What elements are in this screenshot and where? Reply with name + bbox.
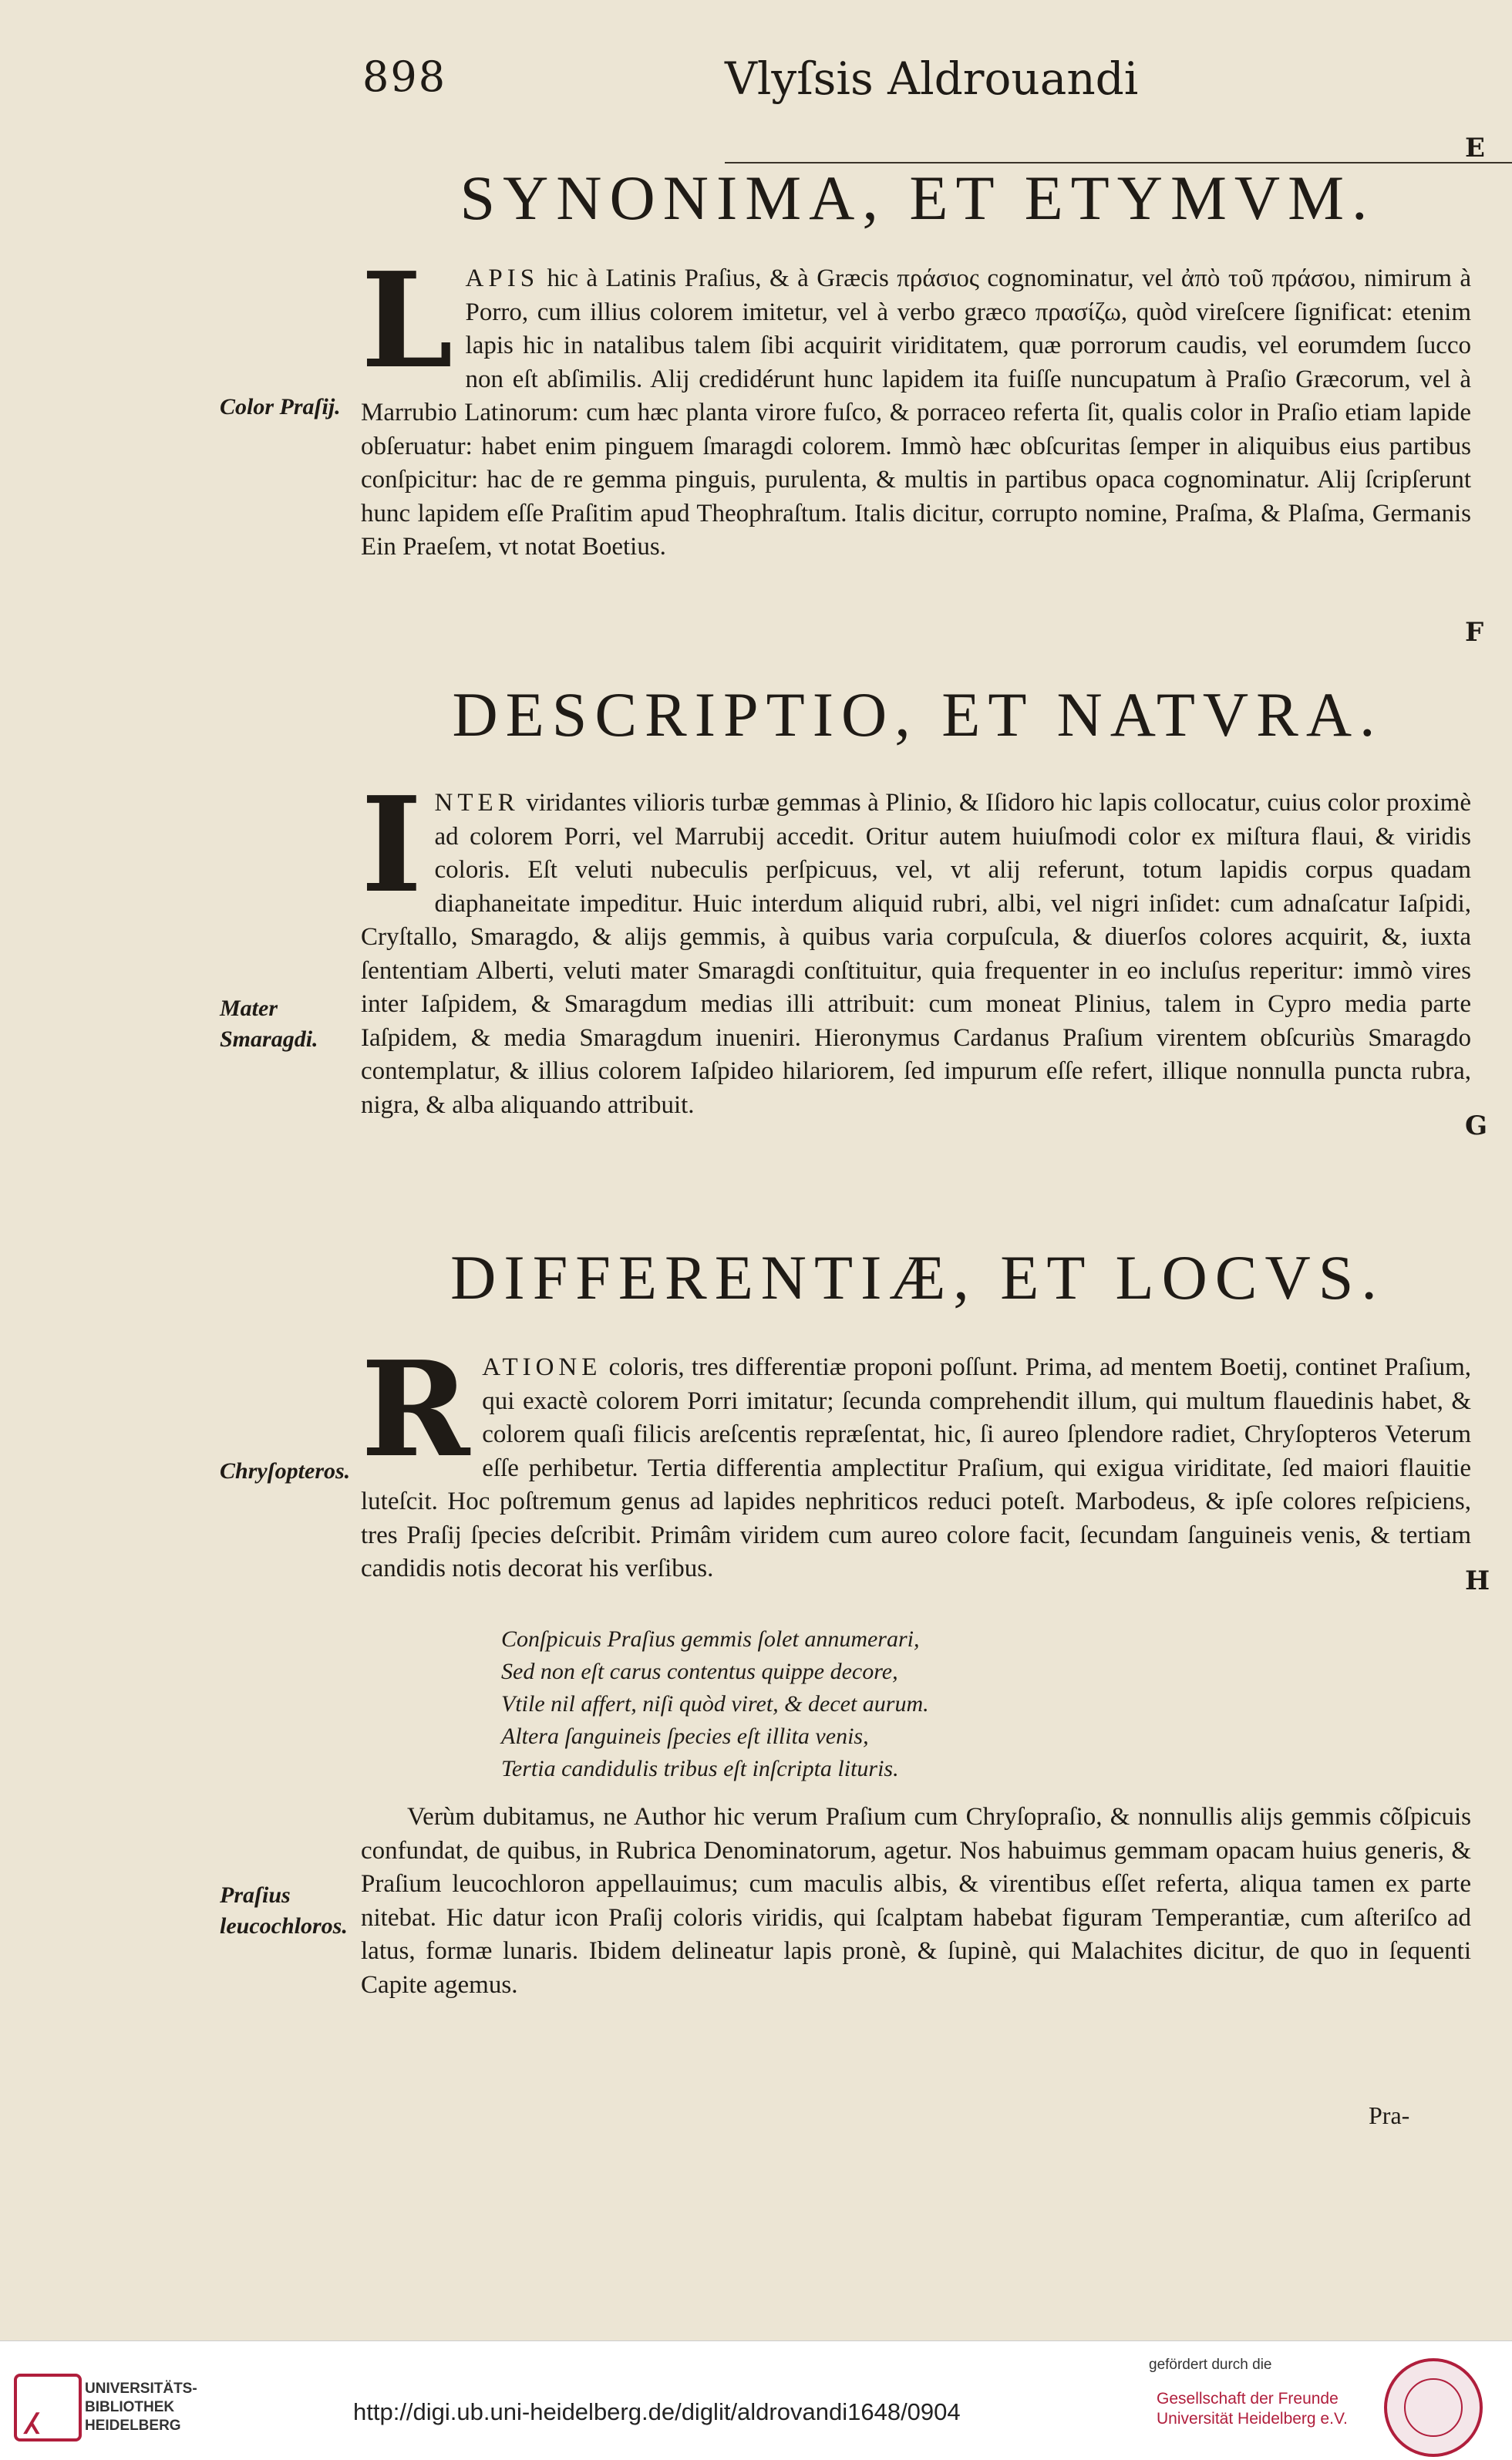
signature-mark: F [1465, 617, 1484, 648]
university-seal-icon [1384, 2358, 1483, 2457]
drop-cap: I [361, 768, 423, 922]
paragraph-text: coloris, tres differentiæ proponi poſſunt. Prima, ad mentem Boetij, continet Praſium, qui exactè colorem Porri imitatur; ſecunda comprehendit illum, qui multum flauedinis habet, & colorem quaſi filicis areſcentis repræſentat, hic, ſi aureo ſplendore radiet, Chryſopteros Veterum eſſe perhibetur. Tertia differentia amplectitur Praſium, qui exigua viriditate, ſed maiori flauitie luteſcit. Hoc poſtremum genus ad lapides nephriticos reduci poteſt. Marbodeus, & ipſe colores reſpiciens, tres Praſij ſpecies deſcribit. Primâm viridem cum aureo colore facit, ſecundam ſanguineis venis, & tertiam candidis notis decorat his verſibus. [361, 1353, 1471, 1582]
verse-line: Tertia candidulis tribus eſt inſcripta lituris. [501, 1756, 899, 1781]
paragraph-differentiae [361, 1333, 1471, 1586]
margin-note: Mater Smaragdi. [220, 996, 318, 1052]
drop-cap: L [361, 244, 453, 398]
margin-note: Color Praſij. [220, 394, 341, 420]
lead-word: NTER [434, 789, 520, 817]
sponsor-label: gefördert durch die [1149, 2357, 1272, 2373]
drop-cap: R [361, 1333, 470, 1487]
section-title: DESCRIPTIO, ET NATVRA. [452, 679, 1383, 750]
paragraph-final: Verùm dubitamus, ne Author hic verum Praſium cum Chryſopraſio, & nonnullis alijs gemmis cõſpicuis confundat, de quibus, in Rubrica Denominatorum, agetur. Nos habuimus gemmam opacam huius generis, & Praſium leucochloron appellauimus; cum maculis albis, & virentibus eſſet referta, aliqua tamen ex parte nitebat. Hic datur icon Praſij coloris viridis, qui ſcalptam habebat figuram Temperantiæ, cum aſteriſco ad latus, formæ lunaris. Ibidem delineatur lapis pronè, & ſupinè, qui Malachites dicitur, de quo in ſequenti Capite agemus. [361, 1803, 1471, 1999]
lead-word: APIS [465, 265, 540, 292]
institution-name: UNIVERSITÄTS- BIBLIOTHEK HEIDELBERG [85, 2381, 197, 2434]
lead-word: ATIONE [482, 1353, 602, 1381]
section-title: DIFFERENTIÆ, ET LOCVS. [450, 1242, 1385, 1313]
margin-note: Praſius leucochloros. [220, 1882, 348, 1939]
signature-mark: E [1465, 133, 1485, 163]
verse-line: Sed non eſt carus contentus quippe decore, [501, 1659, 898, 1684]
paragraph-text: viridantes vilioris turbæ gemmas à Plinio, & Iſidoro hic lapis collocatur, cuius color proximè ad colorem Porri, vel Marrubij accedit. Oritur autem huiuſmodi color ex miſtura flaui, & viridis coloris. Eſt veluti nubeculis perſpicuus, vel, vt alij referunt, totum lapidis corpus quadam diaphaneitate impeditur. Huic interdum aliquid rubri, albi, vel nigri inſidet: cum adnaſcatur Iaſpidi, Cryſtallo, Smaragdo, & alijs gemmis, à quibus varia corpuſcula, & diuerſos colores acquirit, &, iuxta ſententiam Alberti, veluti mater Smaragdi conſtituitur, quia frequenter in eo incluſus reperitur: immò vires inter Iaſpidem, & Smaragdum medias illi attribuit: cum moneat Plinius, talem in Cypro media parte Iaſpidem, & media Smaragdum inueniri. Hieronymus Cardanus Praſium virentem obſcuriùs Smaragdo contemplatur, & illius colorem Iaſpideo hilariorem, ſed impurum eſſe refert, illique nonnulla puncta rubra, nigra, & alba aliquando attribuit. [361, 789, 1471, 1119]
margin-note: Chryſopteros. [220, 1458, 351, 1484]
paragraph-descriptio [361, 768, 1471, 1122]
signature-mark: G [1465, 1110, 1488, 1141]
library-logo-icon: ⁁ [14, 2374, 82, 2441]
section-title: SYNONIMA, ET ETYMVM. [460, 163, 1376, 233]
signature-mark: H [1465, 1565, 1490, 1596]
verse-line: Conſpicuis Praſius gemmis ſolet annumerari, [501, 1626, 920, 1652]
page-number: 898 [362, 52, 447, 101]
page-header [362, 52, 1488, 122]
sponsor-name: Gesellschaft der Freunde Universität Heidelberg e.V. [1157, 2390, 1348, 2428]
viewer-footer [0, 2340, 1512, 2460]
paragraph-text: hic à Latinis Praſius, & à Græcis πράσιος cognominatur, vel ἀπὸ τοῦ πράσου, nimirum à Porro, cum illius colorem imitetur, vel à verbo græco πρασίζω, quòd vireſcere ſignificat: etenim lapis hic in natalibus talem ſibi acquirit viriditatem, quæ porrorum caudis, vel eorumdem ſucco non eſt abſimilis. Alij credidérunt hunc lapidem ita fuiſſe nuncupatum à Praſio Græcorum, vel à Marrubio Latinorum: cum hæc planta virore fuſco, & porraceo referta ſit, qualis color in Praſio etiam lapide obſeruatur: habet enim pinguem ſmaragdi colorem. Immò hæc obſcuritas ſemper in aliquibus eius partibus conſpicitur: hac de re gemma pinguis, purulenta, & multis in partibus opaca cognominatur. Alij ſcripſerunt hunc lapidem eſſe Praſitim apud Theophraſtum. Italis dicitur, corrupto nomine, Praſma, & Plaſma, Germanis Ein Praeſem, vt notat Boetius. [361, 265, 1471, 561]
verse-line: Altera ſanguineis ſpecies eſt illita venis, [501, 1724, 869, 1749]
running-head: Vlyſsis Aldrouandi [725, 52, 1139, 105]
paragraph-synonima [361, 244, 1471, 564]
verse-block [501, 1623, 1426, 1785]
verse-line: Vtile nil affert, niſi quòd viret, & decet aurum. [501, 1691, 929, 1717]
permalink-url[interactable]: http://digi.ub.uni-heidelberg.de/diglit/aldrovandi1648/0904 [353, 2398, 961, 2425]
catchword: Pra- [1369, 2101, 1410, 2129]
